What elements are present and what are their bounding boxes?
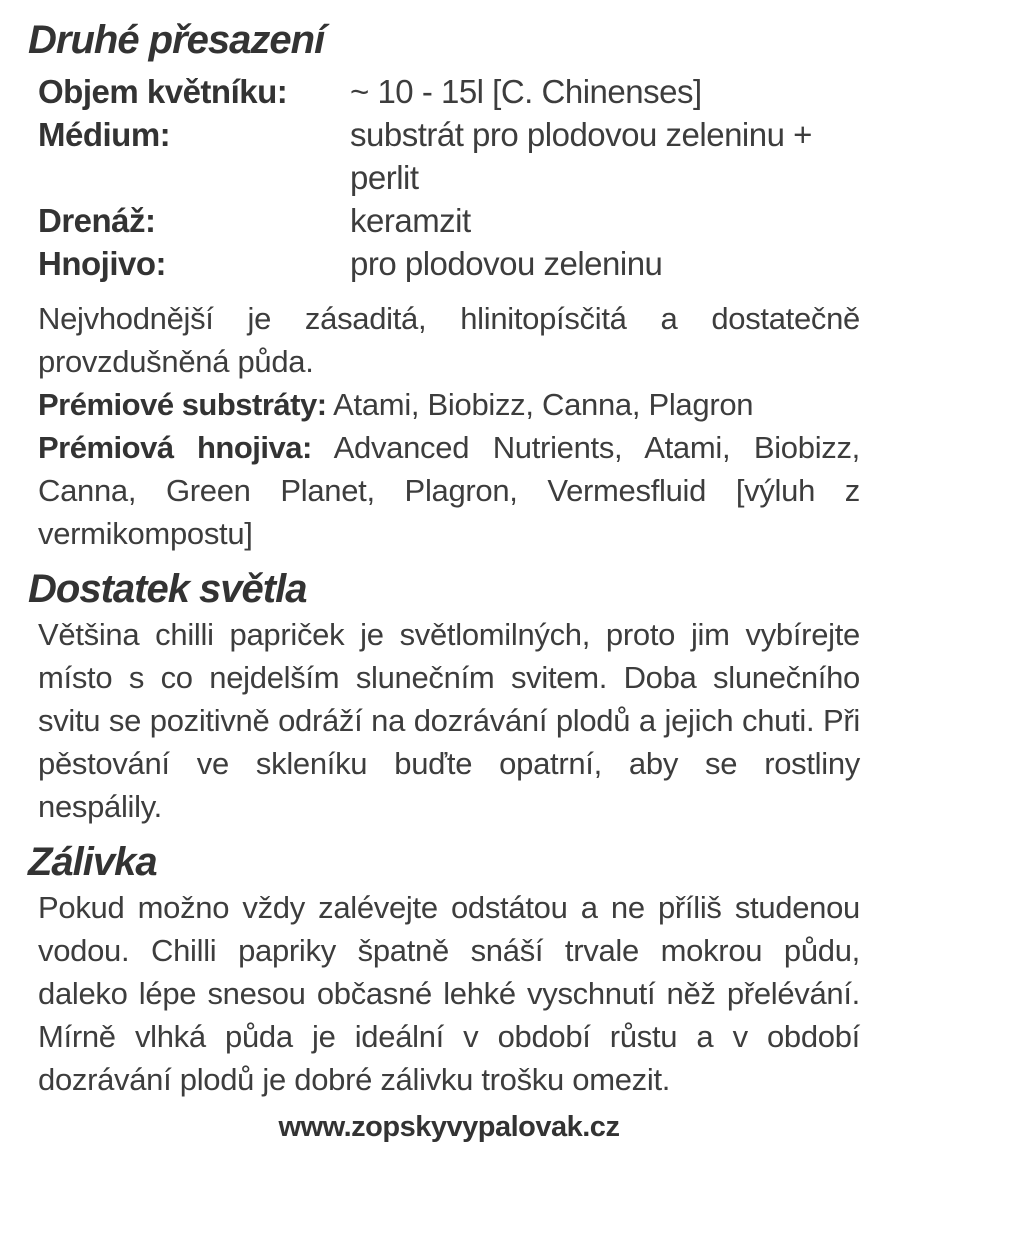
spec-label-pot-volume: Objem květníku: xyxy=(38,73,288,110)
spec-row-fertilizer xyxy=(38,242,860,285)
repotting-section xyxy=(38,70,860,555)
spec-label-medium: Médium: xyxy=(38,116,171,153)
soil-note: Nejvhodnější je zásaditá, hlinitopísčitá a dostatečně provzdušněná půda. xyxy=(38,301,860,379)
premium-fertilizers-value: Advanced Nutrients, Atami, Biobizz, Canna, Green Planet, Plagron, Vermesfluid [výluh z vermikompostu] xyxy=(38,430,860,551)
section-heading-repotting: Druhé přesazení xyxy=(28,18,325,62)
watering-section xyxy=(38,886,860,1101)
spec-value-drainage: keramzit xyxy=(350,202,471,239)
premium-fertilizers-line xyxy=(38,426,860,555)
premium-substrates-line xyxy=(38,383,860,426)
light-section xyxy=(38,613,860,828)
section-heading-light: Dostatek světla xyxy=(28,567,307,611)
spec-table xyxy=(38,70,860,285)
watering-paragraph: Pokud možno vždy zalévejte odstátou a ne příliš studenou vodou. Chilli papriky špatně snáší trvale mokrou půdu, daleko lépe snesou občasné lehké vyschnutí něž přelévání. Mírně vlhká půda je ideální v období růstu a v období dozrávání plodů je dobré zálivku trošku omezit. xyxy=(38,890,860,1097)
section-heading-watering: Zálivka xyxy=(28,840,157,884)
spec-value-pot-volume: ~ 10 - 15l [C. Chinenses] xyxy=(350,73,702,110)
spec-label-drainage: Drenáž: xyxy=(38,202,156,239)
premium-fertilizers-label: Prémiová hnojiva: xyxy=(38,430,312,465)
spec-value-medium: substrát pro plodovou zeleninu + perlit xyxy=(350,116,812,196)
light-paragraph: Většina chilli papriček je světlomilných, proto jim vybírejte místo s co nejdelším slunečním svitem. Doba slunečního svitu se pozitivně odráží na dozrávání plodů a jejich chuti. Při pěstování ve skleníku buďte opatrní, aby se rostliny nespálily. xyxy=(38,617,860,824)
premium-substrates-label: Prémiové substráty: xyxy=(38,387,327,422)
spec-row-pot-volume xyxy=(38,70,860,113)
premium-substrates-value: Atami, Biobizz, Canna, Plagron xyxy=(333,387,754,422)
spec-label-fertilizer: Hnojivo: xyxy=(38,245,166,282)
website-url: www.zopskyvypalovak.cz xyxy=(278,1111,620,1143)
spec-row-medium xyxy=(38,113,860,199)
spec-row-drainage xyxy=(38,199,860,242)
spec-value-fertilizer: pro plodovou zeleninu xyxy=(350,245,663,282)
